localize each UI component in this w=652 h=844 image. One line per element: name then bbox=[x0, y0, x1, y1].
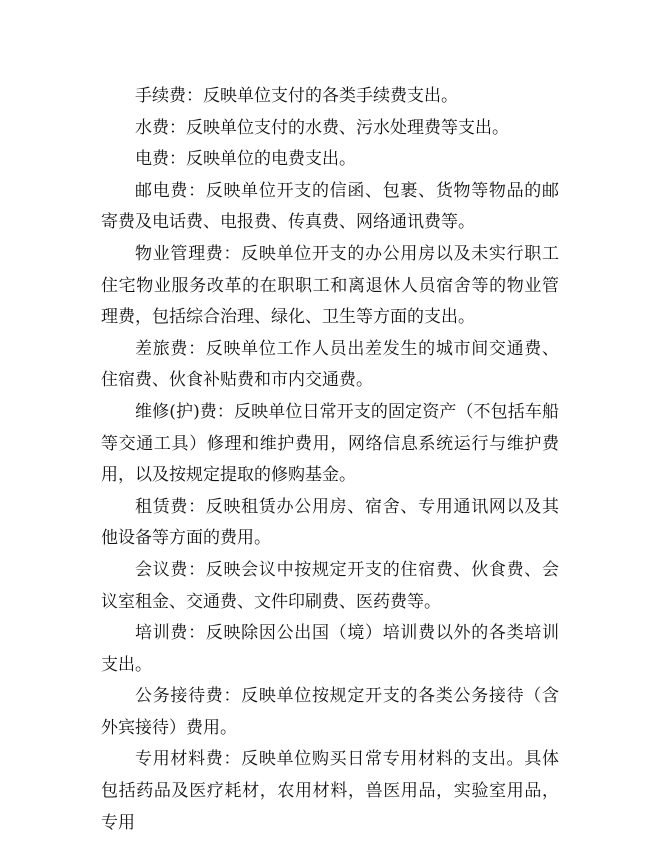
paragraph-water-fee: 水费：反映单位支付的水费、污水处理费等支出。 bbox=[135, 117, 509, 138]
paragraph-travel-expense: 差旅费：反映单位工作人员出差发生的城市间交通费、住宿费、伙食补贴费和市内交通费。 bbox=[101, 338, 559, 391]
paragraph-official-reception-fee: 公务接待费：反映单位按规定开支的各类公务接待（含外宾接待）费用。 bbox=[101, 686, 559, 738]
document-body bbox=[101, 81, 559, 839]
paragraph-rental-fee: 租赁费：反映租赁办公用房、宿舍、专用通讯网以及其他设备等方面的费用。 bbox=[101, 496, 559, 549]
paragraph-meeting-fee: 会议费：反映会议中按规定开支的住宿费、伙食费、会议室租金、交通费、文件印刷费、医药费等。 bbox=[101, 559, 559, 612]
paragraph-property-management-fee: 物业管理费：反映单位开支的办公用房以及未实行职工住宅物业服务改革的在职职工和离退休人员宿舍等的物业管理费，包括综合治理、绿化、卫生等方面的支出。 bbox=[101, 243, 559, 328]
paragraph-special-materials-fee: 专用材料费：反映单位购买日常专用材料的支出。具体包括药品及医疗耗材，农用材料，兽医用品，实验室用品，专用 bbox=[101, 749, 559, 833]
paragraph-maintenance-fee: 维修(护)费：反映单位日常开支的固定资产（不包括车船等交通工具）修理和维护费用，网络信息系统运行与维护费用，以及按规定提取的修购基金。 bbox=[101, 401, 559, 486]
paragraph-training-fee: 培训费：反映除因公出国（境）培训费以外的各类培训支出。 bbox=[101, 623, 559, 675]
paragraph-postal-telecom-fee: 邮电费：反映单位开支的信函、包裹、货物等物品的邮寄费及电话费、电报费、传真费、网络通讯费等。 bbox=[101, 180, 559, 233]
paragraph-electricity-fee: 电费：反映单位的电费支出。 bbox=[135, 149, 356, 170]
paragraph-handling-fee: 手续费：反映单位支付的各类手续费支出。 bbox=[135, 86, 458, 106]
